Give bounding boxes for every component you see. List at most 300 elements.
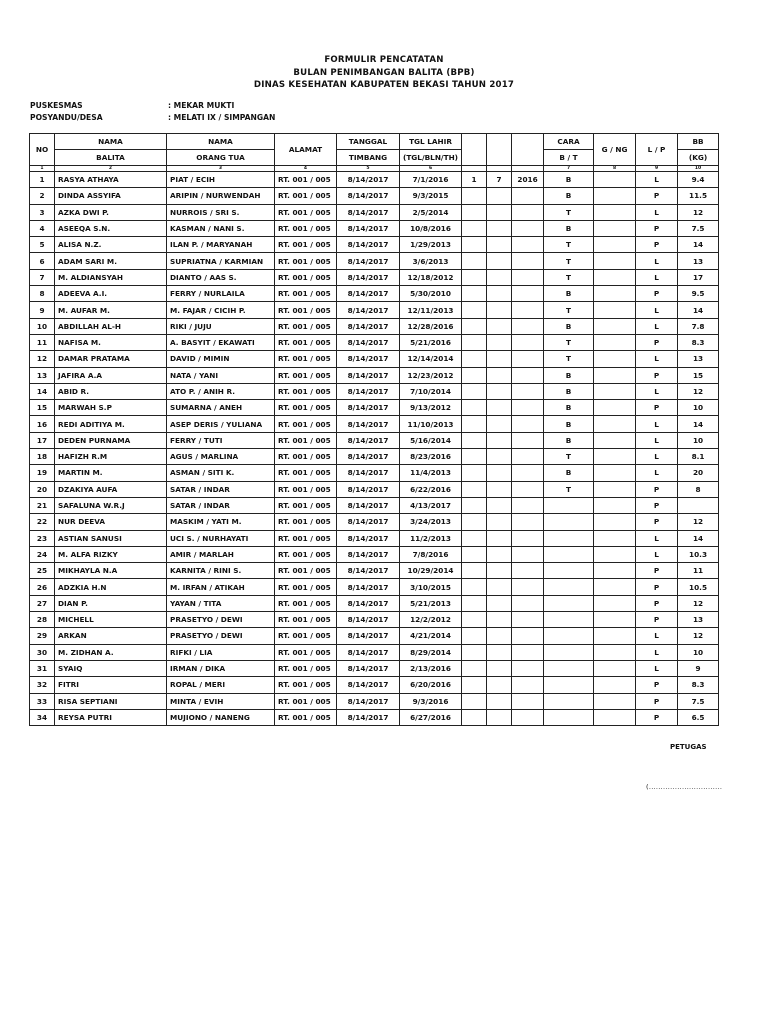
- cell-lp: P: [636, 367, 678, 383]
- table-row: [30, 612, 719, 628]
- cell-nama-balita: ASTIAN SANUSI: [55, 530, 167, 546]
- cell-cara: T: [544, 253, 594, 269]
- cell-nama-ortu: PIAT / ECIH: [167, 172, 275, 188]
- cell-alamat: RT. 001 / 005: [275, 367, 337, 383]
- cell-tanggal: 8/14/2017: [337, 514, 400, 530]
- cell-nama-ortu: M. FAJAR / CICIH P.: [167, 302, 275, 318]
- cell-extra-3: [512, 302, 544, 318]
- cell-alamat: RT. 001 / 005: [275, 220, 337, 236]
- cell-extra-2: [487, 595, 512, 611]
- cell-gng: [594, 644, 636, 660]
- header-tgl-lahir-2: (TGL/BLN/TH): [400, 150, 462, 166]
- header-bb-1: BB: [678, 134, 719, 150]
- cell-nama-balita: DINDA ASSYIFA: [55, 188, 167, 204]
- header-blank-2: [487, 134, 512, 166]
- cell-bb: 13: [678, 253, 719, 269]
- cell-cara: [544, 530, 594, 546]
- table-row: [30, 318, 719, 334]
- cell-nama-ortu: PRASETYO / DEWI: [167, 628, 275, 644]
- cell-tanggal: 8/14/2017: [337, 530, 400, 546]
- posyandu-value: : MELATI IX / SIMPANGAN: [168, 112, 276, 122]
- cell-cara: [544, 546, 594, 562]
- cell-nama-balita: MARWAH S.P: [55, 400, 167, 416]
- cell-tgl-lahir: 3/10/2015: [400, 579, 462, 595]
- table-row: [30, 188, 719, 204]
- signature-line: (...............................: [646, 783, 723, 791]
- cell-tgl-lahir: 7/10/2014: [400, 383, 462, 399]
- cell-bb: 15: [678, 367, 719, 383]
- cell-cara: [544, 497, 594, 513]
- cell-nama-ortu: RIKI / JUJU: [167, 318, 275, 334]
- cell-gng: [594, 530, 636, 546]
- cell-alamat: RT. 001 / 005: [275, 465, 337, 481]
- cell-bb: 10: [678, 400, 719, 416]
- cell-cara: B: [544, 172, 594, 188]
- cell-extra-3: [512, 334, 544, 350]
- cell-tanggal: 8/14/2017: [337, 677, 400, 693]
- cell-tgl-lahir: 7/1/2016: [400, 172, 462, 188]
- cell-extra-3: [512, 465, 544, 481]
- cell-extra-1: [462, 253, 487, 269]
- cell-tanggal: 8/14/2017: [337, 709, 400, 725]
- cell-alamat: RT. 001 / 005: [275, 204, 337, 220]
- cell-nama-ortu: KASMAN / NANI S.: [167, 220, 275, 236]
- cell-alamat: RT. 001 / 005: [275, 269, 337, 285]
- cell-cara: B: [544, 286, 594, 302]
- cell-lp: L: [636, 628, 678, 644]
- cell-nama-balita: ADZKIA H.N: [55, 579, 167, 595]
- cell-extra-3: [512, 188, 544, 204]
- table-row: [30, 693, 719, 709]
- cell-tanggal: 8/14/2017: [337, 579, 400, 595]
- cell-tgl-lahir: 1/29/2013: [400, 237, 462, 253]
- cell-tanggal: 8/14/2017: [337, 693, 400, 709]
- cell-gng: [594, 204, 636, 220]
- table-row: [30, 677, 719, 693]
- cell-bb: 8.3: [678, 334, 719, 350]
- cell-alamat: RT. 001 / 005: [275, 481, 337, 497]
- cell-nama-balita: ABDILLAH AL-H: [55, 318, 167, 334]
- cell-tanggal: 8/14/2017: [337, 497, 400, 513]
- cell-cara: T: [544, 302, 594, 318]
- cell-nama-balita: SAFALUNA W.R.J: [55, 497, 167, 513]
- cell-tanggal: 8/14/2017: [337, 644, 400, 660]
- cell-gng: [594, 465, 636, 481]
- table-row: [30, 237, 719, 253]
- cell-nama-balita: ABID R.: [55, 383, 167, 399]
- cell-cara: B: [544, 318, 594, 334]
- cell-extra-2: [487, 660, 512, 676]
- cell-nama-ortu: FERRY / NURLAILA: [167, 286, 275, 302]
- cell-no: 3: [30, 204, 55, 220]
- cell-no: 27: [30, 595, 55, 611]
- cell-lp: L: [636, 546, 678, 562]
- cell-alamat: RT. 001 / 005: [275, 432, 337, 448]
- cell-extra-1: [462, 334, 487, 350]
- cell-tanggal: 8/14/2017: [337, 188, 400, 204]
- cell-nama-balita: MARTIN M.: [55, 465, 167, 481]
- cell-lp: P: [636, 220, 678, 236]
- cell-no: 12: [30, 351, 55, 367]
- cell-extra-3: [512, 449, 544, 465]
- table-row: [30, 220, 719, 236]
- cell-bb: 7.8: [678, 318, 719, 334]
- cell-nama-ortu: SATAR / INDAR: [167, 497, 275, 513]
- cell-cara: [544, 660, 594, 676]
- cell-no: 11: [30, 334, 55, 350]
- cell-extra-3: [512, 514, 544, 530]
- cell-tanggal: 8/14/2017: [337, 449, 400, 465]
- cell-lp: P: [636, 400, 678, 416]
- cell-extra-2: [487, 253, 512, 269]
- cell-extra-1: [462, 367, 487, 383]
- cell-lp: P: [636, 188, 678, 204]
- cell-cara: B: [544, 220, 594, 236]
- cell-extra-1: [462, 318, 487, 334]
- cell-nama-ortu: ILAN P. / MARYANAH: [167, 237, 275, 253]
- cell-nama-balita: M. ZIDHAN A.: [55, 644, 167, 660]
- cell-extra-1: [462, 286, 487, 302]
- cell-nama-ortu: MINTA / EVIH: [167, 693, 275, 709]
- cell-alamat: RT. 001 / 005: [275, 660, 337, 676]
- posyandu-row: [30, 112, 275, 124]
- cell-nama-ortu: FERRY / TUTI: [167, 432, 275, 448]
- header-gng: G / NG: [594, 134, 636, 166]
- cell-nama-balita: M. AUFAR M.: [55, 302, 167, 318]
- cell-extra-2: [487, 628, 512, 644]
- cell-extra-2: [487, 302, 512, 318]
- header-tanggal-2: TIMBANG: [337, 150, 400, 166]
- cell-cara: [544, 644, 594, 660]
- cell-tanggal: 8/14/2017: [337, 465, 400, 481]
- cell-nama-ortu: PRASETYO / DEWI: [167, 612, 275, 628]
- cell-extra-1: [462, 269, 487, 285]
- cell-extra-1: [462, 416, 487, 432]
- cell-nama-balita: MICHELL: [55, 612, 167, 628]
- cell-extra-3: [512, 367, 544, 383]
- cell-gng: [594, 334, 636, 350]
- column-number: 5: [337, 166, 400, 172]
- cell-extra-1: [462, 563, 487, 579]
- cell-extra-3: [512, 318, 544, 334]
- cell-gng: [594, 253, 636, 269]
- cell-lp: L: [636, 172, 678, 188]
- header-blank-3: [512, 134, 544, 166]
- header-nama-ortu-2: ORANG TUA: [167, 150, 275, 166]
- cell-nama-balita: MIKHAYLA N.A: [55, 563, 167, 579]
- cell-bb: 14: [678, 530, 719, 546]
- cell-tgl-lahir: 7/8/2016: [400, 546, 462, 562]
- cell-extra-2: [487, 546, 512, 562]
- cell-nama-balita: REDI ADITIYA M.: [55, 416, 167, 432]
- cell-tanggal: 8/14/2017: [337, 383, 400, 399]
- table-row: [30, 546, 719, 562]
- cell-gng: [594, 514, 636, 530]
- cell-no: 25: [30, 563, 55, 579]
- cell-extra-2: [487, 693, 512, 709]
- cell-nama-ortu: AGUS / MARLINA: [167, 449, 275, 465]
- cell-extra-3: [512, 497, 544, 513]
- cell-no: 22: [30, 514, 55, 530]
- form-meta: [30, 100, 275, 123]
- cell-nama-balita: NUR DEEVA: [55, 514, 167, 530]
- cell-alamat: RT. 001 / 005: [275, 237, 337, 253]
- title-line-3: DINAS KESEHATAN KABUPATEN BEKASI TAHUN 2017: [253, 80, 515, 90]
- cell-nama-balita: RISA SEPTIANI: [55, 693, 167, 709]
- header-alamat: ALAMAT: [275, 134, 337, 166]
- cell-extra-3: [512, 530, 544, 546]
- cell-tgl-lahir: 12/23/2012: [400, 367, 462, 383]
- table-row: [30, 563, 719, 579]
- cell-extra-3: [512, 481, 544, 497]
- cell-cara: T: [544, 334, 594, 350]
- header-nama-balita-2: BALITA: [55, 150, 167, 166]
- table-row: [30, 302, 719, 318]
- cell-cara: T: [544, 449, 594, 465]
- cell-extra-3: [512, 286, 544, 302]
- cell-no: 6: [30, 253, 55, 269]
- table-row: [30, 432, 719, 448]
- cell-gng: [594, 546, 636, 562]
- cell-extra-2: [487, 383, 512, 399]
- table-row: [30, 514, 719, 530]
- cell-nama-ortu: DAVID / MIMIN: [167, 351, 275, 367]
- cell-tanggal: 8/14/2017: [337, 253, 400, 269]
- cell-tanggal: 8/14/2017: [337, 334, 400, 350]
- cell-cara: B: [544, 383, 594, 399]
- cell-extra-1: [462, 383, 487, 399]
- header-lp: L / P: [636, 134, 678, 166]
- table-row: [30, 530, 719, 546]
- cell-lp: P: [636, 612, 678, 628]
- cell-alamat: RT. 001 / 005: [275, 709, 337, 725]
- header-nama-balita-1: NAMA: [55, 134, 167, 150]
- cell-bb: [678, 497, 719, 513]
- cell-extra-2: [487, 334, 512, 350]
- cell-lp: L: [636, 449, 678, 465]
- cell-extra-3: [512, 660, 544, 676]
- cell-tgl-lahir: 9/3/2015: [400, 188, 462, 204]
- petugas-label: PETUGAS: [670, 743, 707, 751]
- cell-extra-1: [462, 530, 487, 546]
- cell-gng: [594, 595, 636, 611]
- column-number: 10: [678, 166, 719, 172]
- cell-gng: [594, 481, 636, 497]
- cell-tgl-lahir: 2/13/2016: [400, 660, 462, 676]
- table-body: [30, 172, 719, 726]
- cell-cara: T: [544, 204, 594, 220]
- cell-no: 33: [30, 693, 55, 709]
- cell-nama-balita: DZAKIYA AUFA: [55, 481, 167, 497]
- table-row: [30, 595, 719, 611]
- table-row: [30, 465, 719, 481]
- cell-alamat: RT. 001 / 005: [275, 514, 337, 530]
- cell-cara: [544, 612, 594, 628]
- cell-tgl-lahir: 5/16/2014: [400, 432, 462, 448]
- cell-lp: L: [636, 465, 678, 481]
- cell-alamat: RT. 001 / 005: [275, 449, 337, 465]
- cell-extra-1: [462, 546, 487, 562]
- cell-extra-2: [487, 563, 512, 579]
- cell-tgl-lahir: 12/18/2012: [400, 269, 462, 285]
- cell-lp: P: [636, 286, 678, 302]
- cell-no: 4: [30, 220, 55, 236]
- cell-nama-balita: ADAM SARI M.: [55, 253, 167, 269]
- cell-gng: [594, 449, 636, 465]
- cell-nama-ortu: M. IRFAN / ATIKAH: [167, 579, 275, 595]
- header-row-1: [30, 134, 719, 150]
- cell-alamat: RT. 001 / 005: [275, 530, 337, 546]
- cell-cara: B: [544, 400, 594, 416]
- cell-gng: [594, 563, 636, 579]
- column-number: 4: [275, 166, 337, 172]
- header-cara-2: B / T: [544, 150, 594, 166]
- cell-bb: 10.3: [678, 546, 719, 562]
- cell-tgl-lahir: 11/2/2013: [400, 530, 462, 546]
- cell-nama-ortu: AMIR / MARLAH: [167, 546, 275, 562]
- puskesmas-value: : MEKAR MUKTI: [168, 101, 235, 110]
- cell-tanggal: 8/14/2017: [337, 481, 400, 497]
- table-row: [30, 204, 719, 220]
- cell-no: 31: [30, 660, 55, 676]
- cell-lp: P: [636, 595, 678, 611]
- cell-cara: T: [544, 481, 594, 497]
- cell-nama-ortu: KARNITA / RINI S.: [167, 563, 275, 579]
- cell-alamat: RT. 001 / 005: [275, 546, 337, 562]
- cell-nama-balita: RASYA ATHAYA: [55, 172, 167, 188]
- cell-extra-2: [487, 188, 512, 204]
- column-number: 2: [55, 166, 167, 172]
- cell-bb: 11.5: [678, 188, 719, 204]
- cell-gng: [594, 220, 636, 236]
- column-number: 9: [636, 166, 678, 172]
- cell-tgl-lahir: 10/8/2016: [400, 220, 462, 236]
- cell-lp: L: [636, 302, 678, 318]
- header-no: NO: [30, 134, 55, 166]
- cell-tanggal: 8/14/2017: [337, 660, 400, 676]
- cell-no: 15: [30, 400, 55, 416]
- cell-alamat: RT. 001 / 005: [275, 693, 337, 709]
- cell-tgl-lahir: 5/30/2010: [400, 286, 462, 302]
- puskesmas-label: PUSKESMAS: [30, 101, 83, 110]
- cell-extra-1: [462, 595, 487, 611]
- cell-lp: L: [636, 530, 678, 546]
- cell-no: 9: [30, 302, 55, 318]
- cell-extra-1: [462, 400, 487, 416]
- table-row: [30, 334, 719, 350]
- cell-extra-1: [462, 579, 487, 595]
- cell-extra-3: [512, 628, 544, 644]
- table-row: [30, 286, 719, 302]
- cell-alamat: RT. 001 / 005: [275, 612, 337, 628]
- cell-lp: L: [636, 416, 678, 432]
- cell-tgl-lahir: 3/6/2013: [400, 253, 462, 269]
- cell-tgl-lahir: 11/4/2013: [400, 465, 462, 481]
- cell-bb: 14: [678, 302, 719, 318]
- cell-tanggal: 8/14/2017: [337, 318, 400, 334]
- table-row: [30, 367, 719, 383]
- cell-gng: [594, 579, 636, 595]
- cell-alamat: RT. 001 / 005: [275, 416, 337, 432]
- cell-no: 5: [30, 237, 55, 253]
- cell-nama-ortu: NURROIS / SRI S.: [167, 204, 275, 220]
- cell-tanggal: 8/14/2017: [337, 286, 400, 302]
- cell-extra-3: [512, 693, 544, 709]
- cell-tanggal: 8/14/2017: [337, 612, 400, 628]
- cell-extra-3: [512, 595, 544, 611]
- cell-no: 18: [30, 449, 55, 465]
- cell-extra-2: 7: [487, 172, 512, 188]
- cell-bb: 14: [678, 416, 719, 432]
- cell-lp: L: [636, 644, 678, 660]
- cell-tgl-lahir: 9/13/2012: [400, 400, 462, 416]
- table-row: [30, 400, 719, 416]
- cell-bb: 12: [678, 204, 719, 220]
- cell-tgl-lahir: 6/20/2016: [400, 677, 462, 693]
- cell-gng: [594, 628, 636, 644]
- cell-tgl-lahir: 10/29/2014: [400, 563, 462, 579]
- cell-lp: P: [636, 481, 678, 497]
- cell-lp: P: [636, 709, 678, 725]
- cell-gng: [594, 318, 636, 334]
- table-row: [30, 497, 719, 513]
- cell-tgl-lahir: 12/14/2014: [400, 351, 462, 367]
- cell-extra-1: [462, 612, 487, 628]
- cell-alamat: RT. 001 / 005: [275, 497, 337, 513]
- cell-extra-1: [462, 481, 487, 497]
- cell-tanggal: 8/14/2017: [337, 302, 400, 318]
- cell-lp: P: [636, 677, 678, 693]
- cell-tanggal: 8/14/2017: [337, 595, 400, 611]
- cell-bb: 10.5: [678, 579, 719, 595]
- cell-gng: [594, 416, 636, 432]
- table-row: [30, 709, 719, 725]
- cell-tanggal: 8/14/2017: [337, 237, 400, 253]
- cell-extra-1: [462, 188, 487, 204]
- cell-lp: L: [636, 660, 678, 676]
- table-row: [30, 269, 719, 285]
- cell-alamat: RT. 001 / 005: [275, 351, 337, 367]
- cell-tgl-lahir: 6/27/2016: [400, 709, 462, 725]
- title-line-1: FORMULIR PENCATATAN: [324, 55, 444, 65]
- cell-tgl-lahir: 11/10/2013: [400, 416, 462, 432]
- cell-no: 20: [30, 481, 55, 497]
- cell-tgl-lahir: 5/21/2013: [400, 595, 462, 611]
- cell-extra-2: [487, 220, 512, 236]
- cell-no: 30: [30, 644, 55, 660]
- cell-alamat: RT. 001 / 005: [275, 677, 337, 693]
- cell-extra-2: [487, 709, 512, 725]
- cell-cara: [544, 563, 594, 579]
- cell-lp: P: [636, 514, 678, 530]
- cell-nama-ortu: ATO P. / ANIH R.: [167, 383, 275, 399]
- cell-lp: P: [636, 237, 678, 253]
- cell-nama-ortu: DIANTO / AAS S.: [167, 269, 275, 285]
- cell-alamat: RT. 001 / 005: [275, 318, 337, 334]
- cell-nama-ortu: RIFKI / LIA: [167, 644, 275, 660]
- table-row: [30, 383, 719, 399]
- cell-cara: [544, 579, 594, 595]
- cell-gng: [594, 383, 636, 399]
- cell-lp: P: [636, 497, 678, 513]
- cell-tanggal: 8/14/2017: [337, 172, 400, 188]
- cell-tgl-lahir: 8/29/2014: [400, 644, 462, 660]
- cell-no: 2: [30, 188, 55, 204]
- header-cara-1: CARA: [544, 134, 594, 150]
- cell-nama-ortu: MASKIM / YATI M.: [167, 514, 275, 530]
- cell-no: 21: [30, 497, 55, 513]
- cell-tgl-lahir: 4/13/2017: [400, 497, 462, 513]
